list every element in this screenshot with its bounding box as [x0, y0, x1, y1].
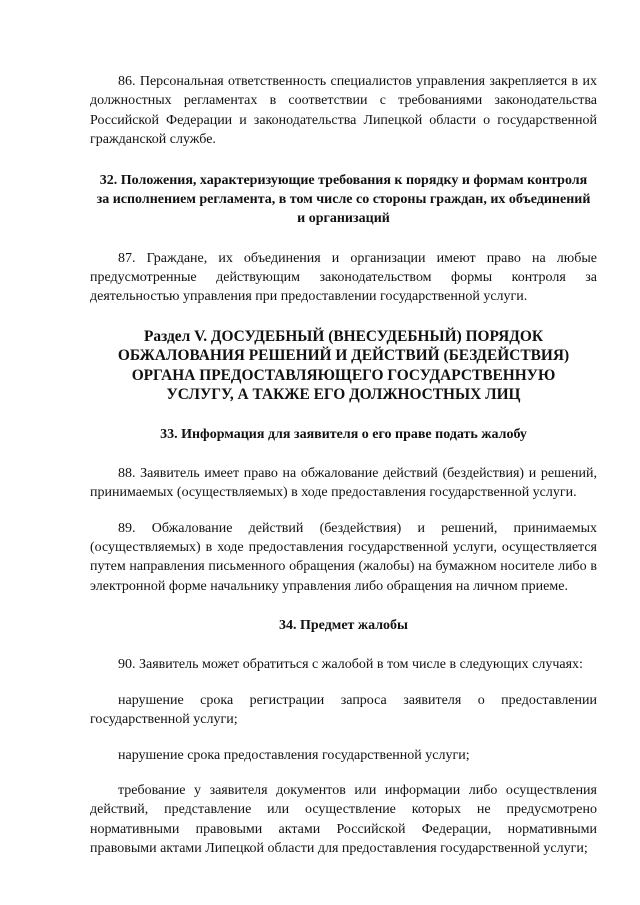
heading-section-33: 33. Информация для заявителя о его праве подать жалобу — [160, 426, 527, 442]
paragraph-89: 89. Обжалование действий (бездействия) и решений, принимаемых (осуществляемых) в ходе предоставления государственной услуги, осуществляется путем направления письменного обращения (жалобы) на бумажном носителе либо в электронной форме начальнику управления либо обращения на личном приеме. — [90, 520, 597, 594]
list-item-excess-documents: требование у заявителя документов или информации либо осуществления действий, представление или осуществление которых не предусмотрено нормативными правовыми актами Российской Федерации, нормативными правовыми актами Липецкой области для предоставления государственной услуги; — [90, 782, 597, 857]
paragraph-86: 86. Персональная ответственность специалистов управления закрепляется в их должностных регламентах в соответствии с требованиями законодательства Российской Федерации и законодательства Липецкой области о государственной гражданской службе. — [90, 74, 597, 148]
heading-section-34: 34. Предмет жалобы — [279, 618, 408, 634]
document-page — [90, 72, 597, 859]
list-item-registration-delay: нарушение срока регистрации запроса заявителя о предоставлении государственной услуги; — [90, 692, 597, 728]
heading-section-32: 32. Положения, характеризующие требования к порядку и формам контроля за исполнением регламента, в том числе со стороны граждан, их объединений и организаций — [96, 172, 591, 226]
heading-chapter-v: Раздел V. ДОСУДЕБНЫЙ (ВНЕСУДЕБНЫЙ) ПОРЯДОК ОБЖАЛОВАНИЯ РЕШЕНИЙ И ДЕЙСТВИЙ (БЕЗДЕЙСТВИЯ) ОРГАНА ПРЕДОСТАВЛЯЮЩЕГО ГОСУДАРСТВЕННУЮ УСЛУГУ, А ТАКЖЕ ЕГО ДОЛЖНОСТНЫХ ЛИЦ — [117, 327, 570, 404]
paragraph-87: 87. Граждане, их объединения и организации имеют право на любые предусмотренные действующим законодательством формы контроля за деятельностью управления при предоставлении государственной услуги. — [90, 250, 597, 305]
list-item-service-delay: нарушение срока предоставления государственной услуги; — [118, 747, 470, 763]
paragraph-88: 88. Заявитель имеет право на обжалование действий (бездействия) и решений, принимаемых (осуществляемых) в ходе предоставления государственной услуги. — [90, 465, 597, 501]
paragraph-90: 90. Заявитель может обратиться с жалобой в том числе в следующих случаях: — [118, 657, 583, 673]
